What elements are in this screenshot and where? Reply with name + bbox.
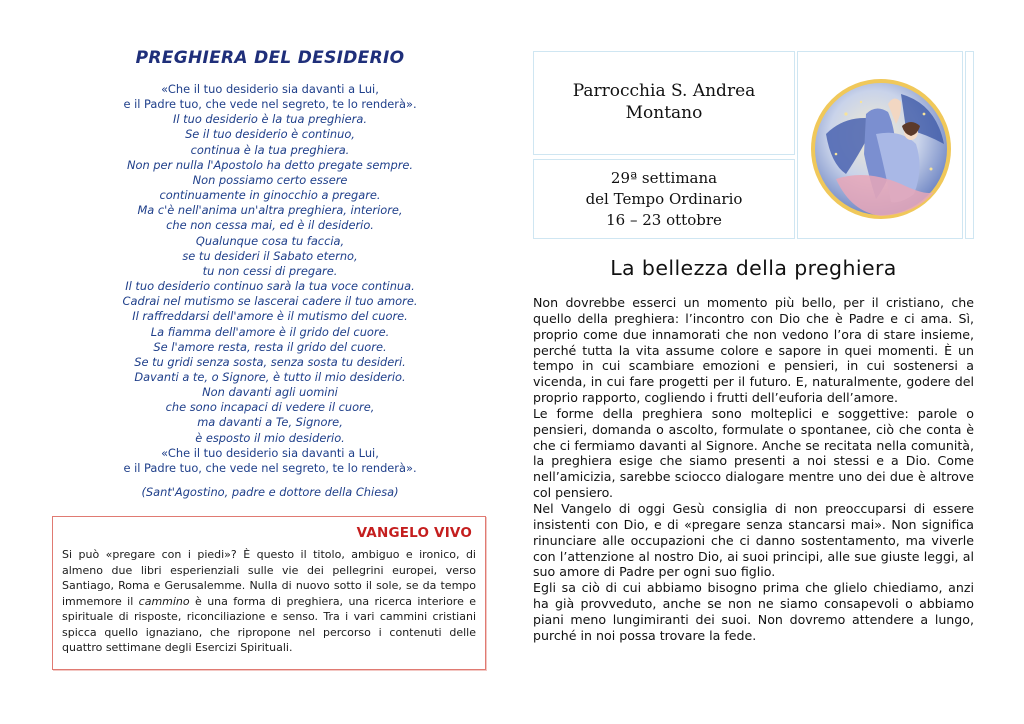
article-paragraph: Non dovrebbe esserci un momento più bello, per il cristiano, che quello della preghiera: l’incontro con Dio che è Padre e ci ama. Sì, proprio come due innamorati che non vedono l’ora di stare insieme, perché tutta la vita assume colore e sapore in quei momenti. È un tempo in cui scambiare emozioni e pensieri, in cui sostenersi a vicenda, in cui fare progetti per il futuro. E, naturalmente, godere del proprio rapporto, cogliendo i frutti dell’euforia dell’amore. xyxy=(533,295,974,406)
poem-line: Davanti a te, o Signore, è tutto il mio desiderio. xyxy=(134,369,406,384)
poem-line: se tu desideri il Sabato eterno, xyxy=(182,248,358,263)
poem-line: Il tuo desiderio continuo sarà la tua voce continua. xyxy=(125,279,415,294)
poem-line: Cadrai nel mutismo se lascerai cadere il tuo amore. xyxy=(122,294,418,309)
bulletin-header xyxy=(533,51,974,239)
poem-line: Se l'amore resta, resta il grido del cuore. xyxy=(153,339,387,354)
poem-line: ma davanti a Te, Signore, xyxy=(197,415,343,430)
poem-line: «Che il tuo desiderio sia davanti a Lui, xyxy=(161,82,379,96)
poem-line: e il Padre tuo, che vede nel segreto, te lo renderà». xyxy=(123,97,417,112)
poem-line: «Che il tuo desiderio sia davanti a Lui, xyxy=(161,445,379,460)
article-title: La bellezza della preghiera xyxy=(610,256,897,280)
poem-line: Ma c'è nell'anima un'altra preghiera, interiore, xyxy=(137,203,403,218)
poem-attribution: (Sant'Agostino, padre e dottore della Chiesa) xyxy=(141,485,399,500)
parish-line: Montano xyxy=(625,103,703,123)
vangelo-text-emphasis: cammino xyxy=(138,594,190,608)
article-paragraph: Egli sa ciò di cui abbiamo bisogno prima che glielo chiediamo, anzi ha già provveduto, anche se non ne siamo consapevoli o abbiamo piani meno lungimiranti dei suoi. Non dovremo attendere a lungo, purché in noi possa trovare la fede. xyxy=(533,580,974,643)
vangelo-text-part: è una forma di preghiera, una ricerca interiore e spirituale di risposte, riconciliazione e senso. Tra i vari cammini cristiani spicca quello ignaziano, che ripropone nel percorso i contenuti delle quattro settimane degli Esercizi Spirituali. xyxy=(62,594,477,654)
week-line: 29ª settimana xyxy=(610,169,718,187)
poem-title: PREGHIERA DEL DESIDERIO xyxy=(135,48,405,68)
article-paragraph: Nel Vangelo di oggi Gesù consiglia di non preoccuparsi di essere insistenti con Dio, e di «pregare senza stancarsi mai». Non significa rinunciare alle occupazioni che ci danno sostentamento, ma viverle con l’attenzione al nostro Dio, ai suoi principi, alle sue giuste leggi, al suo amore di Padre per ogni suo figlio. xyxy=(533,500,974,580)
poem-line: continuamente in ginocchio a pregare. xyxy=(159,188,381,203)
parish-box xyxy=(533,51,795,155)
vangelo-vivo-text xyxy=(62,547,476,656)
header-edge-box xyxy=(965,51,974,239)
week-box xyxy=(533,159,795,239)
article-paragraph: Le forme della preghiera sono molteplici e soggettive: parole o pensieri, domanda o ascolto, formulate o spontanee, ciò che conta è che ci fermiamo davanti al Signore. Anche se recitata nella comunità, la preghiera esige che siamo presenti a noi stessi e a Dio. Come nell’amicizia, sarebbe sciocco dialogare mentre uno dei due è altrove col pensiero. xyxy=(533,405,974,501)
poem-line: Se tu gridi senza sosta, senza sosta tu desideri. xyxy=(134,354,406,369)
poem-line: Qualunque cosa tu faccia, xyxy=(195,233,345,248)
poem-line: Non davanti agli uomini xyxy=(202,385,338,400)
poem-line: Se il tuo desiderio è continuo, xyxy=(185,127,355,142)
illustration-box xyxy=(797,51,963,239)
parish-line: Parrocchia S. Andrea xyxy=(572,81,756,101)
moon-prayer-illustration xyxy=(806,74,956,224)
poem-line: e il Padre tuo, che vede nel segreto, te lo renderà». xyxy=(123,460,417,475)
poem-line: continua è la tua preghiera. xyxy=(190,142,350,157)
poem-line: tu non cessi di pregare. xyxy=(202,263,338,278)
vangelo-vivo-title: VANGELO VIVO xyxy=(356,525,472,541)
week-dates: 16 – 23 ottobre xyxy=(606,211,722,229)
poem-section xyxy=(50,48,490,500)
poem-line: Il tuo desiderio è la tua preghiera. xyxy=(173,112,367,127)
poem-line: Non per nulla l'Apostolo ha detto pregate sempre. xyxy=(126,157,414,172)
vangelo-text-part: Si può «pregare con i piedi»? È questo il titolo, ambiguo e ironico, di almeno due libri esperienziali sulle vie dei pellegrini europei, verso Santiago, Roma e Gerusalemme. Nulla di nuovo sotto il sole, se da tempo immemore il xyxy=(62,548,476,608)
poem-line: La fiamma dell'amore è il grido del cuore. xyxy=(150,324,390,339)
article-body xyxy=(533,295,974,644)
parish-name xyxy=(534,80,794,124)
poem-line: Non possiamo certo essere xyxy=(192,172,348,187)
week-line: del Tempo Ordinario xyxy=(585,190,743,208)
poem-line: che non cessa mai, ed è il desiderio. xyxy=(166,218,374,233)
poem-line: che sono incapaci di vedere il cuore, xyxy=(165,400,375,415)
poem-body xyxy=(50,82,490,500)
week-info xyxy=(534,168,794,231)
poem-line: Il raffreddarsi dell'amore è il mutismo del cuore. xyxy=(132,309,408,324)
poem-line: è esposto il mio desiderio. xyxy=(195,430,345,445)
vangelo-vivo-box xyxy=(52,516,486,670)
